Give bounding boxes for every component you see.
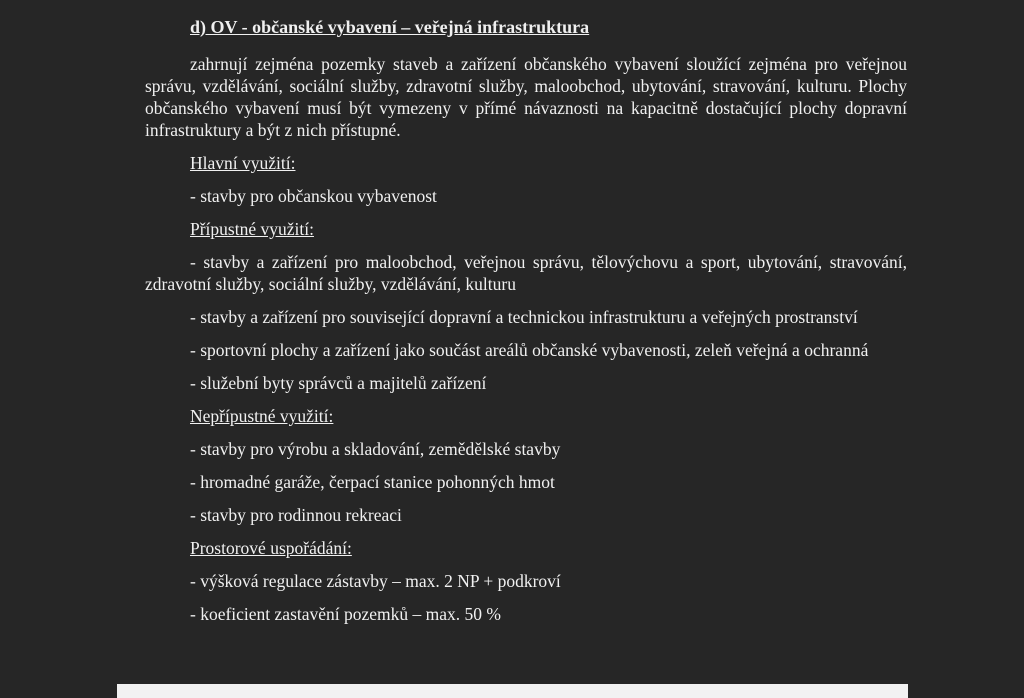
heading-pripustne-vyuziti: Přípustné využití:	[190, 219, 314, 239]
list-item: - stavby pro rodinnou rekreaci	[190, 505, 402, 525]
list-item: - výšková regulace zástavby – max. 2 NP + podkroví	[190, 571, 561, 591]
list-item: - stavby pro výrobu a skladování, zemědělské stavby	[190, 439, 561, 459]
heading-hlavni-vyuziti: Hlavní využití:	[190, 153, 296, 173]
list-item: - stavby a zařízení pro maloobchod, veřejnou správu, tělovýchovu a sport, ubytování, stravování, zdravotní služby, sociální služby, vzdělávání, kulturu	[145, 252, 907, 294]
intro-paragraph: zahrnují zejména pozemky staveb a zařízení občanského vybavení sloužící zejména pro veřejnou správu, vzdělávání, sociální služby, zdravotní služby, maloobchod, ubytování, stravování, kulturu. Plochy občanského vybavení musí být vymezeny v přímé návaznosti na kapacitně dostačující plochy dopravní infrastruktury a být z nich přístupné.	[145, 54, 907, 140]
document-body	[145, 16, 907, 636]
list-item: - koeficient zastavění pozemků – max. 50 %	[190, 604, 502, 624]
next-page-top-edge	[117, 684, 908, 698]
heading-nepripustne-vyuziti: Nepřípustné využití:	[190, 406, 334, 426]
document-title: d) OV - občanské vybavení – veřejná infrastruktura	[190, 17, 590, 37]
heading-prostorove-usporadani: Prostorové uspořádání:	[190, 538, 352, 558]
list-item: - hromadné garáže, čerpací stanice pohonných hmot	[190, 472, 555, 492]
list-item: - stavby pro občanskou vybavenost	[190, 186, 437, 206]
list-item: - stavby a zařízení pro související dopravní a technickou infrastrukturu a veřejných prostranství	[190, 307, 858, 327]
list-item: - služební byty správců a majitelů zařízení	[190, 373, 487, 393]
list-item: - sportovní plochy a zařízení jako součást areálů občanské vybavenosti, zeleň veřejná a ochranná	[190, 340, 869, 360]
